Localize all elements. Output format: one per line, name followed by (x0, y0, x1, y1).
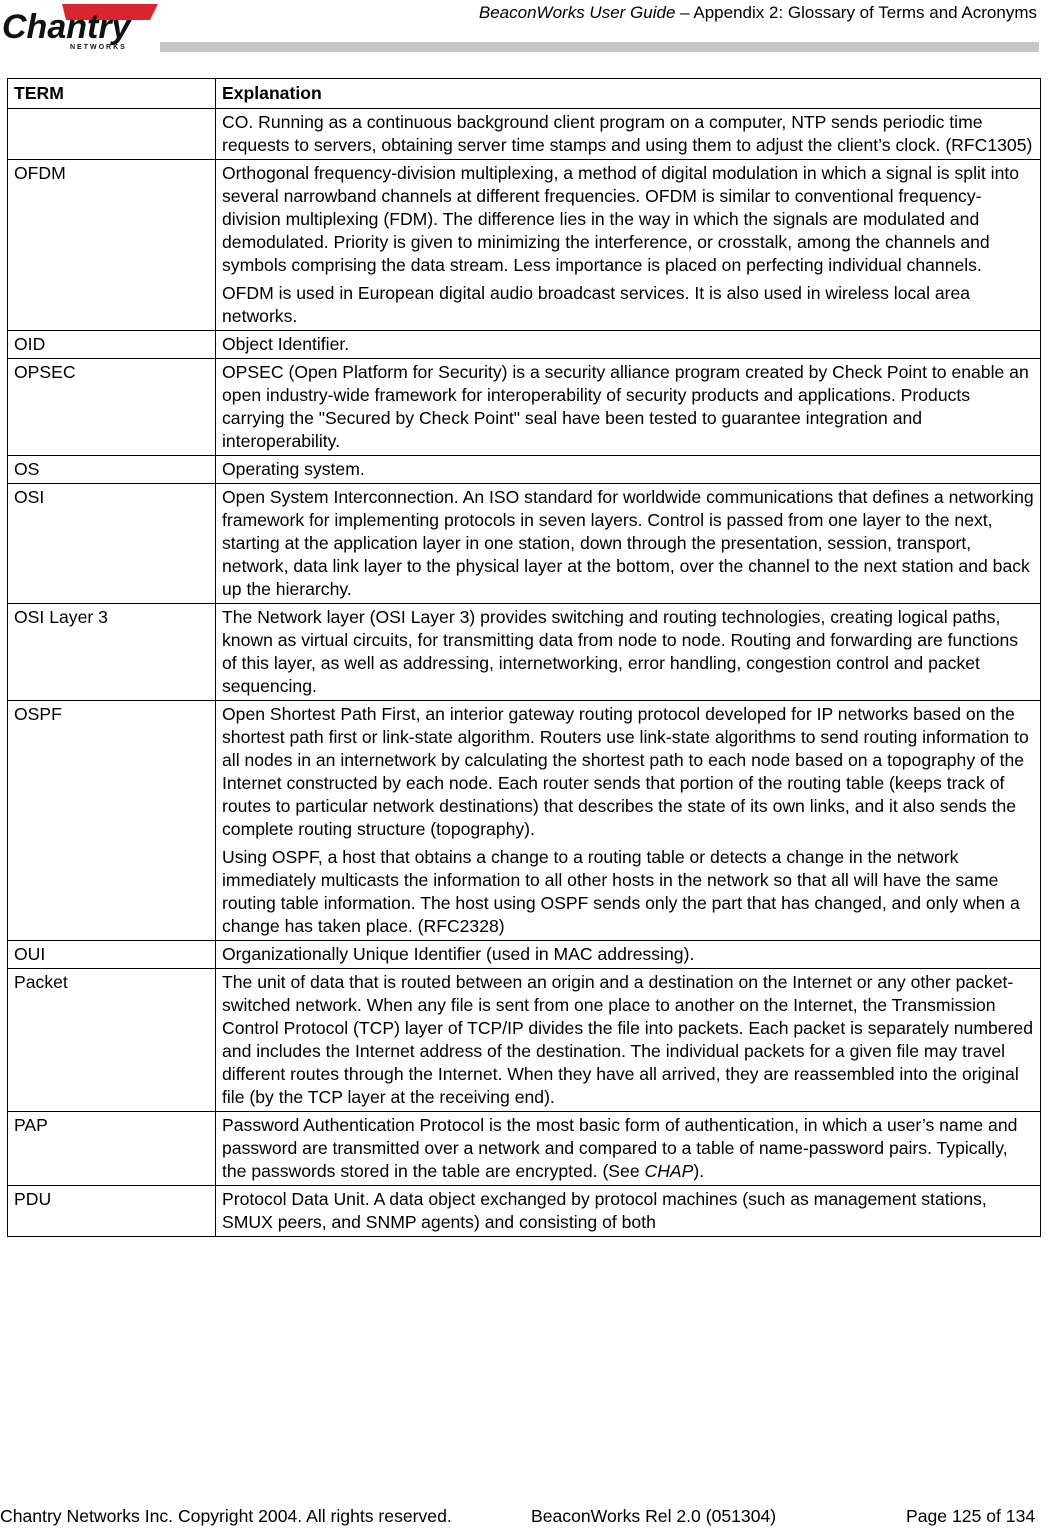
term-cell: OSI (8, 484, 216, 604)
table-header-row (8, 79, 1041, 109)
page-header-title (479, 3, 1037, 23)
explanation-cell (216, 109, 1041, 160)
appendix-title: – Appendix 2: Glossary of Terms and Acronyms (675, 3, 1037, 22)
term-cell (8, 109, 216, 160)
column-header-explanation: Explanation (216, 79, 1041, 109)
explanation-cell (216, 604, 1041, 701)
logo-wordmark: Chantry (2, 8, 131, 46)
guide-title: BeaconWorks User Guide (478, 3, 676, 22)
table-row (8, 484, 1041, 604)
explanation-text: Orthogonal frequency-division multiplexing, a method of digital modulation in which a signal is split into several narrowband channels at different frequencies. OFDM is similar to conventional frequency-division multiplexing (FDM). The difference lies in the way in which the signals are modulated and demodulated. Priority is given to minimizing the interference, or crosstalk, among the channels and symbols comprising the data stream. Less importance is placed on perfecting individual channels. (222, 163, 1020, 275)
explanation-text: Object Identifier. (222, 334, 350, 354)
explanation-text: OFDM is used in European digital audio broadcast services. It is also used in wireless local area networks. (222, 283, 971, 326)
explanation-text: Open System Interconnection. An ISO standard for worldwide communications that defines a networking framework for implementing protocols in seven layers. Control is passed from one layer to the next, starting at the application layer in one station, down through the presentation, session, transport, network, data link layer to the physical layer at the bottom, over the channel to the next station and back up the hierarchy. (222, 487, 1034, 599)
table-row (8, 359, 1041, 456)
explanation-cell (216, 1186, 1041, 1237)
explanation-text-tail: ). (693, 1161, 705, 1181)
explanation-cell (216, 456, 1041, 484)
table-row (8, 160, 1041, 331)
table-row (8, 1112, 1041, 1186)
explanation-cell (216, 701, 1041, 941)
table-row (8, 941, 1041, 969)
table-row (8, 969, 1041, 1112)
footer-release: BeaconWorks Rel 2.0 (051304) (531, 1506, 777, 1526)
explanation-cell (216, 484, 1041, 604)
footer-page-number: Page 125 of 134 (906, 1506, 1036, 1526)
term-cell: OID (8, 331, 216, 359)
term-cell: PAP (8, 1112, 216, 1186)
explanation-text: OPSEC (Open Platform for Security) is a security alliance program created by Check Point to enable an open industry-wide framework for interoperability of security products and applications. Products carrying the "Secured by Check Point" seal have been tested to guarantee integration and interoperability. (222, 362, 1029, 451)
term-cell: Packet (8, 969, 216, 1112)
logo-subtext: NETWORKS (70, 44, 127, 51)
explanation-text: Open Shortest Path First, an interior gateway routing protocol developed for IP networks based on the shortest path first or link-state algorithm. Routers use link-state algorithms to send routing information to all nodes in an internetwork by calculating the shortest path to each node based on a topography of the Internet constructed by each node. Each router sends that portion of the routing table (keeps track of routes to particular network destinations) that describes the state of its own links, and it also sends the complete routing structure (topography). (222, 704, 1029, 839)
table-row (8, 1186, 1041, 1237)
glossary-table (7, 78, 1041, 1237)
table-row (8, 701, 1041, 941)
chantry-logo (0, 0, 160, 52)
term-cell: OS (8, 456, 216, 484)
table-row (8, 331, 1041, 359)
explanation-text: The Network layer (OSI Layer 3) provides switching and routing technologies, creating logical paths, known as virtual circuits, for transmitting data from node to node. Routing and forwarding are functions of this layer, as well as addressing, internetworking, error handling, congestion control and packet sequencing. (222, 607, 1019, 696)
explanation-text (222, 1114, 1034, 1183)
term-cell: OFDM (8, 160, 216, 331)
header-rule (160, 42, 1039, 52)
explanation-text: CO. Running as a continuous background client program on a computer, NTP sends periodic time requests to servers, obtaining server time stamps and using them to adjust the client’s clock. (RFC1305) (222, 112, 1033, 155)
explanation-cell (216, 331, 1041, 359)
explanation-cell (216, 941, 1041, 969)
explanation-cell (216, 160, 1041, 331)
footer-copyright: Chantry Networks Inc. Copyright 2004. All rights reserved. (0, 1506, 452, 1526)
explanation-text: The unit of data that is routed between an origin and a destination on the Internet or any other packet-switched network. When any file is sent from one place to another on the Internet, the Transmission Control Protocol (TCP) layer of TCP/IP divides the file into packets. Each packet is separately numbered and includes the Internet address of the destination. The individual packets for a given file may travel different routes through the Internet. When they have all arrived, they are reassembled into the original file (by the TCP layer at the receiving end). (222, 972, 1033, 1107)
term-cell: OUI (8, 941, 216, 969)
explanation-text: Operating system. (222, 459, 365, 479)
cross-reference: CHAP (644, 1161, 694, 1181)
term-cell: OSPF (8, 701, 216, 941)
term-cell: PDU (8, 1186, 216, 1237)
explanation-cell (216, 359, 1041, 456)
table-row (8, 604, 1041, 701)
table-row (8, 456, 1041, 484)
explanation-text: Protocol Data Unit. A data object exchanged by protocol machines (such as management stations, SMUX peers, and SNMP agents) and consisting of both (222, 1189, 987, 1232)
explanation-text: Organizationally Unique Identifier (used in MAC addressing). (222, 944, 695, 964)
term-cell: OPSEC (8, 359, 216, 456)
explanation-text-main: Password Authentication Protocol is the most basic form of authentication, in which a user’s name and password are transmitted over a network and compared to a table of name-password pairs. Typically, the passwords stored in the table are encrypted. (See (222, 1115, 1018, 1181)
explanation-text: Using OSPF, a host that obtains a change to a routing table or detects a change in the network immediately multicasts the information to all other hosts in the network so that all will have the same routing table information. The host using OSPF sends only the part that has changed, and only when a change has taken place. (RFC2328) (222, 847, 1020, 936)
table-row (8, 109, 1041, 160)
explanation-cell (216, 1112, 1041, 1186)
term-cell: OSI Layer 3 (8, 604, 216, 701)
explanation-cell (216, 969, 1041, 1112)
column-header-term: TERM (8, 79, 216, 109)
